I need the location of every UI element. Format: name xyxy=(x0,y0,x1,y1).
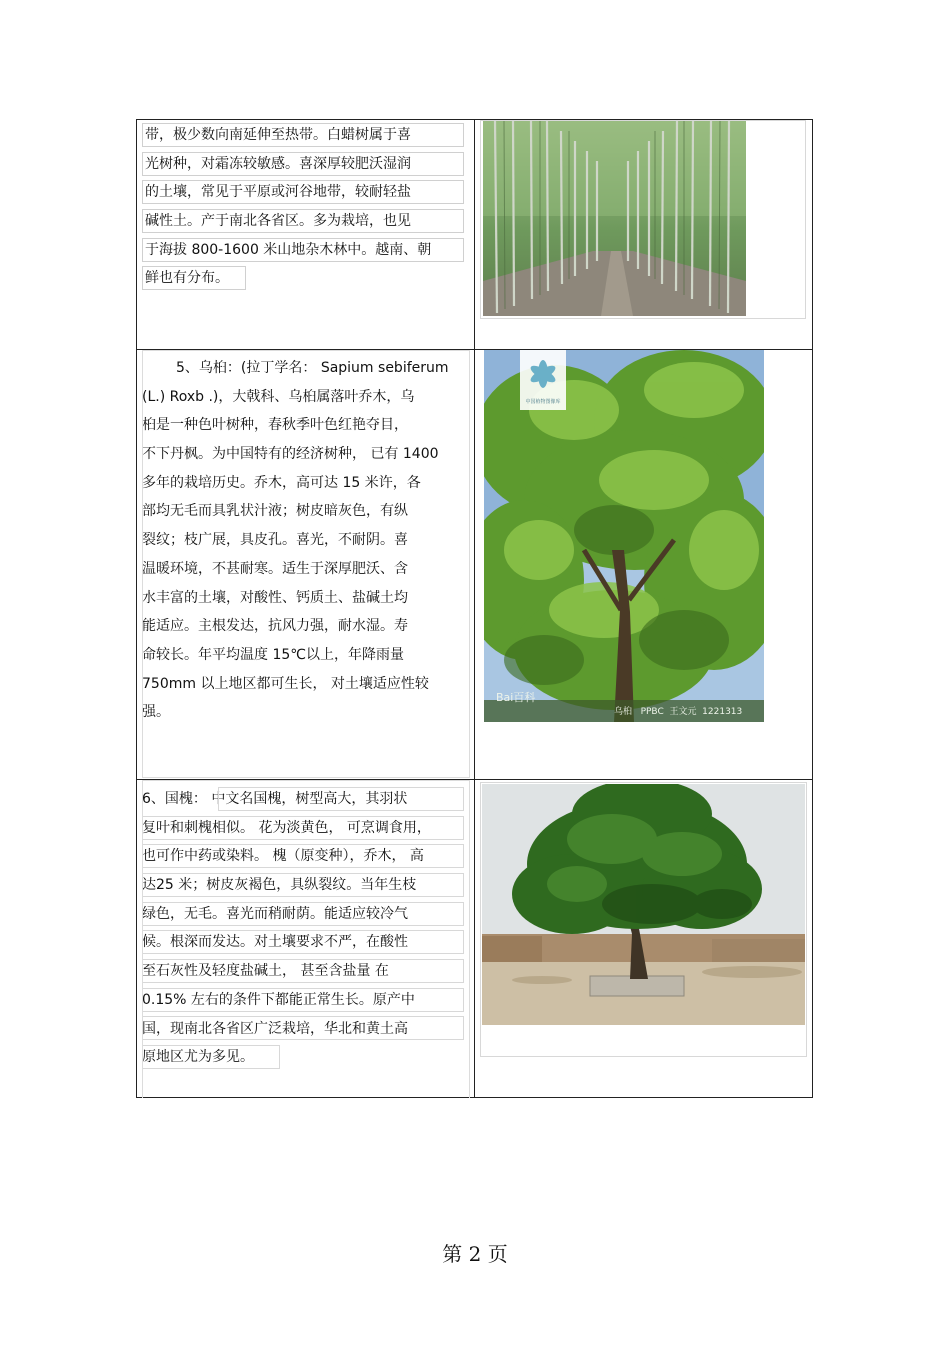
watermark-right: 乌桕 PPBC 王文元 1221313 xyxy=(614,707,743,717)
text-line: 光树种，对霜冻较敏感。喜深厚较肥沃湿润 xyxy=(142,152,464,176)
text-line: 带，极少数向南延伸至热带。白蜡树属于喜 xyxy=(142,123,464,147)
text-line: 0.15% 左右的条件下都能正常生长。原产中 xyxy=(142,991,415,1008)
text-line: 绿色，无毛。喜光而稍耐荫。能适应较冷气 xyxy=(142,905,408,922)
page-number: 第 2 页 xyxy=(442,1242,508,1266)
text-line: 6、国槐： 中文名国槐，树型高大，其羽状 xyxy=(142,791,408,807)
text-line: 达25 米；树皮灰褐色，具纵裂纹。当年生枝 xyxy=(142,877,417,894)
text-line: 碱性土。产于南北各省区。多为栽培，也见 xyxy=(142,209,464,233)
text-line: 候。根深而发达。对土壤要求不严，在酸性 xyxy=(142,934,408,951)
text-line: 5、乌桕：(拉丁学名： Sapium sebiferum xyxy=(176,360,449,376)
text-line: 鲜也有分布。 xyxy=(142,266,246,290)
pagoda-tree-photo xyxy=(482,784,805,1025)
text-line: 水丰富的土壤，对酸性、钙质土、盐碱土均 xyxy=(142,589,408,606)
text-line: 能适应。主根发达，抗风力强，耐水湿。寿 xyxy=(142,618,408,635)
text-line: 也可作中药或染料。 槐（原变种），乔木， 高 xyxy=(142,848,424,865)
text-line: 裂纹；枝广展，具皮孔。喜光，不耐阴。喜 xyxy=(142,532,408,549)
text-line: 复叶和刺槐相似。 花为淡黄色， 可烹调食用， xyxy=(142,819,431,836)
text-line: 桕是一种色叶树种，春秋季叶色红艳夺目， xyxy=(142,417,408,434)
text-line: 温暖环境，不甚耐寒。适生于深厚肥沃、含 xyxy=(142,560,408,577)
tallow-tree-photo xyxy=(484,350,764,722)
logo-caption: 中国植物图像库 xyxy=(525,399,561,405)
text-line: 于海拔 800-1600 米山地杂木林中。越南、朝 xyxy=(142,238,464,262)
text-line: 部均无毛而具乳状汁液；树皮暗灰色，有纵 xyxy=(142,503,408,520)
ash-plantation-photo xyxy=(483,121,746,316)
text-line: 原地区尤为多见。 xyxy=(142,1049,254,1066)
text-line: 多年的栽培历史。乔木，高可达 15 米许，各 xyxy=(142,474,421,491)
text-line: 国，现南北各省区广泛栽培，华北和黄土高 xyxy=(142,1020,408,1037)
text-line: 至石灰性及轻度盐碱土， 甚至含盐量 在 xyxy=(142,963,389,980)
text-frame xyxy=(142,780,470,1098)
text-frame xyxy=(142,350,470,778)
column-divider xyxy=(474,119,475,1098)
text-line: 不下丹枫。为中国特有的经济树种， 已有 1400 xyxy=(142,446,439,463)
ash-description xyxy=(142,120,470,292)
watermark-left: Bai百科 xyxy=(496,691,536,704)
text-line: (L.) Roxb .)，大戟科、乌桕属落叶乔木，乌 xyxy=(142,388,415,405)
text-line: 强。 xyxy=(142,704,170,721)
text-line: 命较长。年平均温度 15℃以上，年降雨量 xyxy=(142,646,404,663)
text-line: 750mm 以上地区都可生长， 对土壤适应性较 xyxy=(142,675,429,692)
text-line: 的土壤，常见于平原或河谷地带，较耐轻盐 xyxy=(142,180,464,204)
